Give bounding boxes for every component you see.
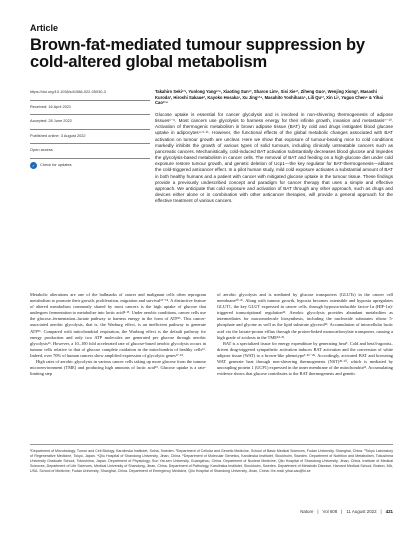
meta-divider (30, 114, 150, 115)
published-date: Published online: 3 August 2022 (30, 132, 86, 138)
accepted-date: Accepted: 28 June 2022 (30, 118, 72, 123)
open-access-label: Open access (30, 147, 53, 152)
body-column-left (30, 292, 206, 377)
body-text (30, 292, 393, 377)
issue-date: 11 August 2022 (346, 509, 377, 514)
footer-separator: | (380, 509, 382, 514)
journal-volume: Vol 608 (322, 509, 338, 514)
article-metadata (30, 89, 150, 169)
affiliations: ¹Department of Microbiology, Tumor and Cell Biology, Karolinska Institutet, Solna, Sweden. ²Department of Cellular and Genetic Medicine, School of Basic Medical Sciences, Fudan University, Shanghai, China. ³Tokyo Laboratory of Regenerative Medicine, Tokyo, Japan. ⁴Qilu Hospital of Shandong University, Jinan, China. ⁵Department of Molecular Genetics, Karolinska Institutet, Stockholm, Sweden. Department of Nutrition and Metabolism, Tokushima University Graduate School, Tokushima, Japan. Department of Physiology, Sun Yat-sen University, Guangzhou, China. Department of Nuclear Medicine, Qilu Hospital of Shandong University, Jinan, China. Institute of Medical Sciences, Department of Life Sciences, Medical University of Shandong, Jinan, China. Department of Pathology, Karolinska Institutet, Stockholm, Sweden. Department of Metabolic Disease, Harvard Medical School, Boston, MA, USA. School of Medicine, Fudan University, Shanghai, China. Department of Emergency Medicine, Qilu Hospital of Shandong University, Jinan, China. ✉e-mail: yihai.cao@ki.se (30, 444, 393, 474)
body-paragraph: BAT is a specialized tissue for energy expenditure by generating heat⁵. Cold and beta3-agonist–driven drug-triggered sympathetic activation induces BAT activation and the conversion of white adipose tissue (WAT) to a brown-like phenotype⁵·²⁶⁻²⁸. Accordingly, activated BAT and browning WAT generate heat through non-shivering thermogenesis (NST)²⁹·³⁰, which is mediated by uncoupling protein 1 (UCP1) expressed in the inner membrane of the mitochondria³¹. Accumulating evidence shows that glucose contributes to the BAT thermogenesis and genetic (217, 340, 393, 377)
meta-divider (30, 143, 150, 144)
check-updates-icon: ✓ (31, 162, 36, 168)
page-footer (30, 509, 393, 514)
check-updates-label: Check for updates (40, 162, 72, 168)
body-paragraph: of aerobic glycolysis and is mediated by glucose transporters (GLUTs) in the cancer cell membrane²⁰·²¹. Along with tumour growth, hypoxia becomes ostensible and hypoxia upregulates GLUT1, the key GLUT expressed in cancer cells, through hypoxia-inducible factor-1α (HIF-1α)-triggered transcriptional regulation²². Aerobic glycolysis provides abundant metabolites as intermediates for macromolecule biosynthesis, including the nucleotide substrates ribose 5-phosphate and glycine as well as the lipid substrate glycerol²³. Accumulation of intracellular lactic acid via the lactate-proton efflux through the proton-linked monocarboxylate transporter, causing a high grade of acidosis in the TME²⁴·²⁵. (217, 292, 393, 340)
article-title: Brown-fat-mediated tumour suppression by cold-altered global metabolism (30, 36, 365, 71)
meta-divider (30, 100, 150, 101)
meta-divider (30, 158, 150, 159)
doi-link[interactable]: https://doi.org/10.1038/s41586-022-05030-3 (30, 89, 106, 94)
author-list: Takahiro Seki¹²³, Yunlong Yang¹²⁴, Xiaoting Sun¹², Sharon Lim¹, Sisi Xie¹², Ziheng Guo¹, Wenjing Xiong², Masashi Kuroda², Hiroshi Sakaue², Kayoko Hosaka¹, Xu Jing¹²⁴, Masahito Yoshihara⁵, Lili Qu¹², Xin Li¹, Yuguo Chen⁴ & Yihai Cao¹²⁴ (155, 89, 383, 106)
page-number: 421 (385, 509, 393, 514)
journal-name: Nature (300, 509, 314, 514)
received-date: Received: 16 April 2021 (30, 103, 72, 109)
footer-separator: | (317, 509, 319, 514)
check-updates-button[interactable] (30, 162, 150, 169)
meta-divider (30, 129, 150, 130)
body-paragraph: Metabolic alterations are one of the hallmarks of cancer and malignant cells often reprogram metabolism to promote their growth, proliferation, migration and survival¹²⁻¹⁴. A distinctive feature of altered metabolism commonly shared by most cancers is the high uptake of glucose that undergoes fermentation to metabolize into lactic acid⁸·¹⁵. Under aerobic conditions, cancer cells use the glucose–fermentation–lactate pathway to harness energy in the form of ATP¹⁶. This cancer-associated aerobic glycolysis, that is, the Warburg effect, is an inefficient pathway to generate ATP¹⁶. Compared with mitochondrial respiration, the Warburg effect is the default pathway for energy production and only two ATP molecules are generated per glucose through aerobic glycolysis¹⁶. However, a 10–100 fold accelerated rate of glucose-based aerobic glycolysis occurs in tumour cells relative to that of glucose complete oxidation in the mitochondria of healthy cells¹⁶. Indeed, over 70% of human cancers show amplified expression of glycolytic genes¹⁷·¹⁸. (30, 292, 206, 358)
body-paragraph: High rates of aerobic glycolysis in various cancer cells taking up more glucose from the tumour microenvironment (TME) and producing high amounts of lactic acid¹⁹. Glucose uptake is a rate-limiting step (30, 359, 206, 377)
footer-separator: | (341, 509, 343, 514)
body-column-right (217, 292, 393, 377)
abstract: Glucose uptake is essential for cancer glycolysis and is involved in non-shivering thermogenesis of adipose tissues¹⁻⁶. Most cancers use glycolysis to harness energy for their infinite growth, invasion and metastasis⁷⁻¹⁰. Activation of thermogenic metabolism in brown adipose tissue (BAT) by cold and drugs instigates blood glucose uptake in adipocytes⁴·⁵·¹¹. However, the functional effects of the global metabolic changes associated with BAT activation on tumour growth are unclear. Here we show that exposure of tumour-bearing mice to cold conditions markedly inhibits the growth of various types of solid tumours, including clinically untreatable cancers such as pancreatic cancers. Mechanistically, cold-induced BAT activation substantially decreases blood glucose and impedes the glycolysis-based metabolism in cancer cells. The removal of BAT and feeding on a high-glucose diet under cold exposure restore tumour growth, and genetic deletion of Ucp1—the key regulator for BAT-thermogenesis—ablates the cold-triggered anticancer effect. In a pilot human study, mild cold exposure activates a substantial amount of BAT in both healthy humans and a patient with cancer with mitigated glucose uptake in the tumour tissue. These findings provide a previously undescribed concept and paradigm for cancer therapy that uses a simple and effective approach. We anticipate that cold exposure and activation of BAT through any other approach, such as drugs and devices either alone or in combination with other anticancer therapies, will provide a general approach for the effective treatment of various cancers. (155, 112, 393, 204)
article-type-label: Article (30, 23, 59, 33)
